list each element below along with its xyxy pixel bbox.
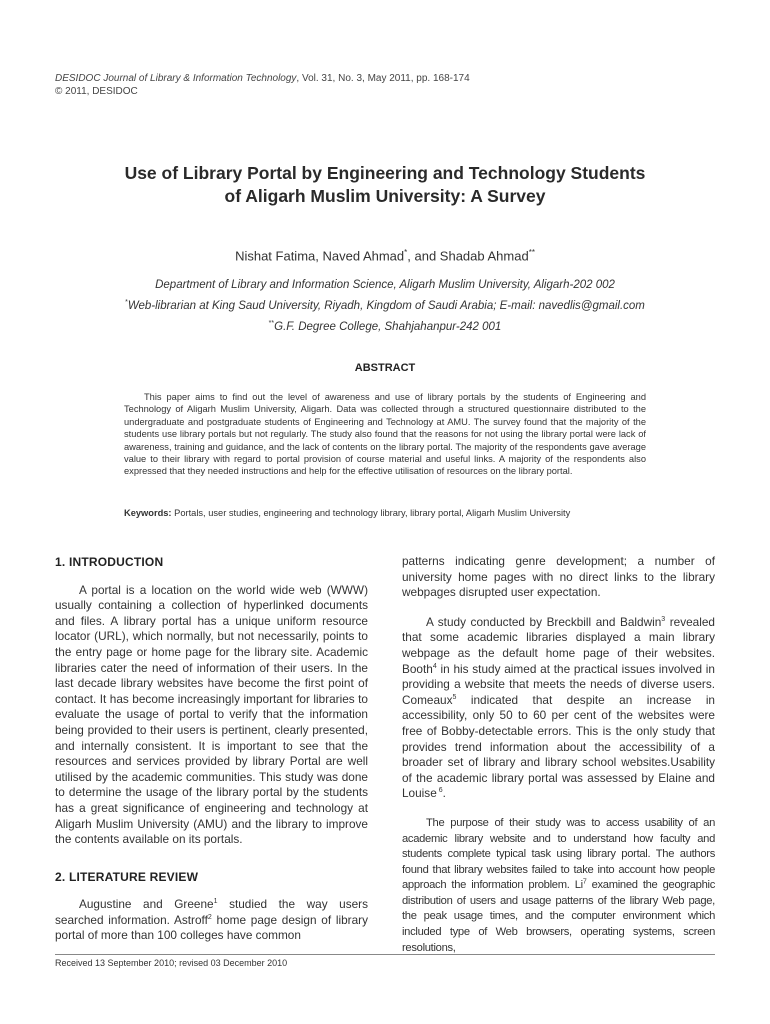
author-mark-2: ** xyxy=(528,248,535,257)
keywords-text: Portals, user studies, engineering and technology library, library portal, Aligarh Muslim University xyxy=(171,508,571,518)
journal-details: , Vol. 31, No. 3, May 2011, pp. 168-174 xyxy=(296,73,470,84)
rp2-e: . xyxy=(442,786,446,801)
affiliation-1: Department of Library and Information Science, Aligarh Muslim University, Aligarh-202 002 xyxy=(155,279,615,291)
literature-paragraph-1 xyxy=(55,897,368,944)
keywords xyxy=(124,508,664,518)
ref-5: 5 xyxy=(452,693,457,701)
affiliation-3 xyxy=(60,315,710,336)
left-column xyxy=(55,555,368,944)
author-names-2: , and Shadab Ahmad xyxy=(407,248,529,264)
author-names-1: Nishat Fatima, Naved Ahmad xyxy=(235,248,405,264)
author-list xyxy=(60,248,710,263)
rp2-d: indicated that despite an increase in accessibility, only 50 to 60 per cent of the websites were free of Bobby-detectable errors. This is the only study that provides trend information about the accessibility of a broader set of library and library school websites.Usability of the academic library portal was assessed by Elaine and Louise xyxy=(402,692,715,801)
author-mark-1: * xyxy=(404,248,408,257)
ref-4: 4 xyxy=(432,662,437,670)
affiliations xyxy=(60,277,710,336)
title-line-1: Use of Library Portal by Engineering and Technology Students xyxy=(124,163,646,183)
footer-divider xyxy=(55,954,715,955)
right-paragraph-2 xyxy=(402,615,715,802)
affiliation-2-text: Web-librarian at King Saud University, Riyadh, Kingdom of Saudi Arabia; E-mail: navedlis@gmail.com xyxy=(127,299,645,312)
rp2-a: A study conducted by Breckbill and Baldwin xyxy=(426,614,662,629)
ref-7: 7 xyxy=(582,878,587,886)
abstract-text: This paper aims to find out the level of awareness and use of library portals by the students of Engineering and Technology of Aligarh Muslim University, Aligarh. Data was collected through a structured questionnaire distributed to the undergraduate and postgraduate students of Engineering and Technology at AMU. The survey found that the majority of the students use library portals but not regularly. The study also found that the reasons for not using the library portal were lack of awareness, training and guidance, and the lack of contents on the library portal. The majority of the respondents gave average value to their library with regard to portal provision of course material and useful links. A majority of the respondents also expressed that they needed instructions and help for the effective utilisation of resources on the library portal. xyxy=(124,392,646,477)
ref-2: 2 xyxy=(207,913,212,921)
copyright: © 2011, DESIDOC xyxy=(55,86,138,97)
lit-text-b: studied the way users searched information. Astroff xyxy=(55,897,368,927)
lit-text-c: home page design of library portal of more than 100 colleges have common xyxy=(55,912,368,943)
affiliation-3-text: G.F. Degree College, Shahjahanpur-242 001 xyxy=(274,320,502,333)
rp3-a: The purpose of their study was to access usability of an academic library website and to understand how faculty and students complete typical task using library portal. The authors found that library websites failed to take into account how people approach the information problem. Li xyxy=(402,816,715,892)
abstract-heading: ABSTRACT xyxy=(354,362,416,374)
rp2-b: revealed that some academic libraries displayed a main library webpage as the default home page of their websites. Booth xyxy=(402,614,715,676)
ref-6: 6 xyxy=(436,787,443,795)
introduction-heading: 1. INTRODUCTION xyxy=(55,555,164,569)
journal-header xyxy=(55,72,470,98)
right-paragraph-1: patterns indicating genre development; a number of university home pages with no direct links to the library webpages disrupted user expectation. xyxy=(402,554,715,600)
rp2-c: in his study aimed at the practical issues involved in providing a website that meets the needs of diverse users. Comeaux xyxy=(402,661,715,707)
citation-line xyxy=(55,72,470,85)
affiliation-2 xyxy=(60,294,710,315)
literature-review-heading: 2. LITERATURE REVIEW xyxy=(55,869,199,884)
title-line-2: of Aligarh Muslim University: A Survey xyxy=(224,186,546,206)
introduction-paragraph: A portal is a location on the world wide web (WWW) usually containing a collection of hyperlinked documents and files. A library portal has a unique uniform resource locator (URL), which normally, but not necessarily, points to the entry page or home page for the library site. Academic libraries cater the need of information of their users. In the last decade library websites have become the first point of contact. It has become increasingly important for libraries to evaluate the usage of portal to verify that the information being provided to their users is pertinent, clearly presented, and internally consistent. It is important to see that the resources and services provided by library Portal are well utilised by the academic communities. This study was done to determine the usage of the library portal by the students has a great significance of engineering and technology at Aligarh Muslim University (AMU) and the library to improve the contents available on its portals. xyxy=(55,582,368,847)
right-column xyxy=(402,554,715,956)
affiliation-mark-3: ** xyxy=(268,319,275,327)
received-note: Received 13 September 2010; revised 03 December 2010 xyxy=(55,958,288,968)
lit-text-a: Augustine and Greene xyxy=(79,897,214,912)
paper-title xyxy=(60,162,710,208)
journal-name: DESIDOC Journal of Library & Information Technology xyxy=(55,73,297,84)
rp3-b: examined the geographic distribution of users and usage patterns of the library Web page, the peak usage times, and the computer environment which included type of Web browsers, operating systems, screen resolutions, xyxy=(402,879,715,954)
right-paragraph-3 xyxy=(402,816,715,956)
keywords-label: Keywords: xyxy=(124,508,172,518)
ref-3: 3 xyxy=(661,615,666,623)
ref-1: 1 xyxy=(213,898,218,906)
affiliation-mark-2: * xyxy=(125,299,128,306)
